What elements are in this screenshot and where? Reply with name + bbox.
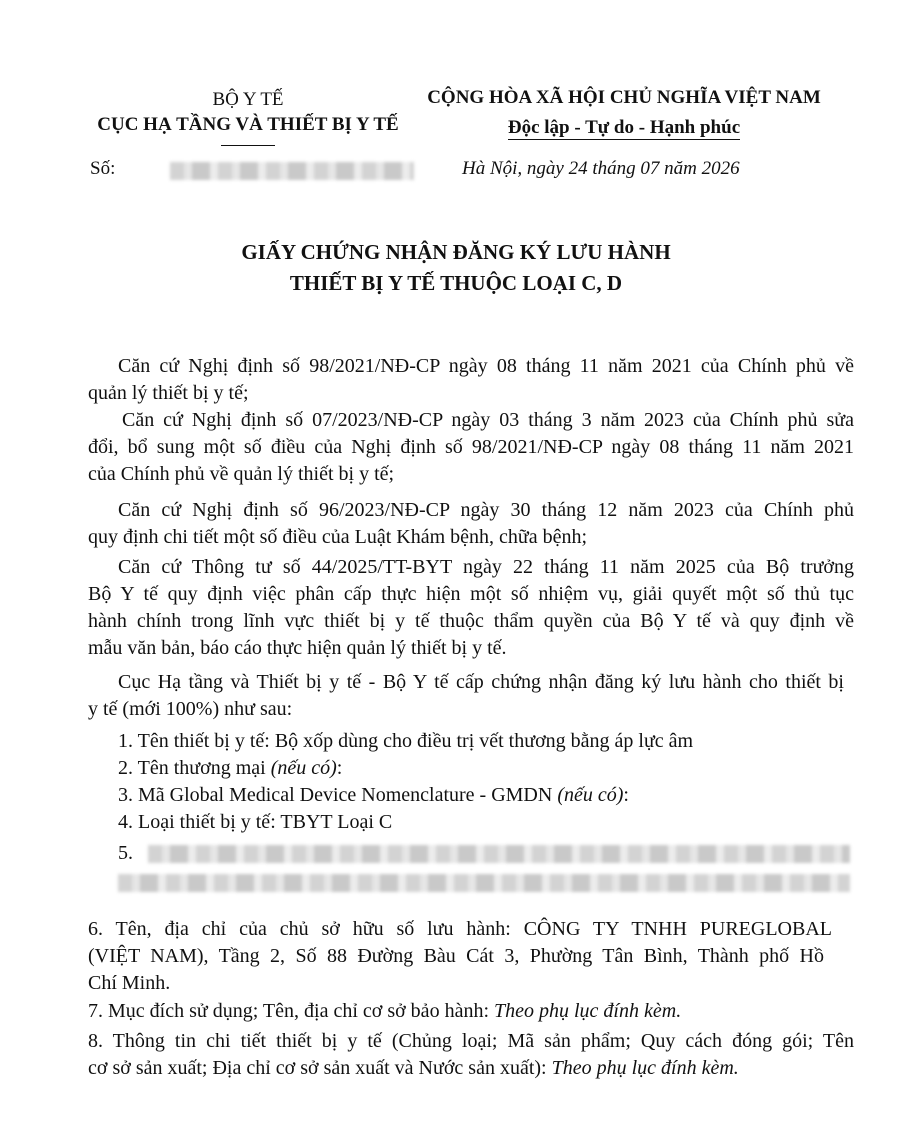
para4-line2: Bộ Y tế quy định việc phân cấp thực hiện một số nhiệm vụ, giải quyết một số thủ tục [88,583,854,605]
para4-line1: Căn cứ Thông tư số 44/2025/TT-BYT ngày 22 tháng 11 năm 2025 của Bộ trưởng [118,556,854,578]
country-name: CỘNG HÒA XÃ HỘI CHỦ NGHĨA VIỆT NAM [427,87,821,108]
document-title-line1: GIẤY CHỨNG NHẬN ĐĂNG KÝ LƯU HÀNH [241,240,671,264]
item-owner-line3: Chí Minh. [88,972,171,994]
document-number-label: Số: [90,158,116,179]
item-gmdn-label: 3. Mã Global Medical Device Nomenclature - GMDN [118,784,558,806]
redacted-item-5-line2 [118,874,850,892]
national-motto [410,117,838,139]
motto-text: Độc lập - Tự do - Hạnh phúc [507,117,741,138]
para2-line2: đổi, bổ sung một số điều của Nghị định số 98/2021/NĐ-CP ngày 08 tháng 11 năm 2021 [88,436,854,458]
department-underline [221,145,275,146]
para1-line1: Căn cứ Nghị định số 98/2021/NĐ-CP ngày 08 tháng 11 năm 2021 của Chính phủ về [118,355,854,377]
place-date: Hà Nội, ngày 24 tháng 07 năm 2026 [462,158,740,179]
item-trade-name-colon: : [336,757,343,779]
item-trade-name-label: 2. Tên thương mại [118,757,271,779]
item-owner-line2: (VIỆT NAM), Tầng 2, Số 88 Đường Bàu Cát 3, Phường Tân Bình, Thành phố Hồ [88,945,824,967]
para5-line2: y tế (mới 100%) như sau: [88,698,293,720]
item-purpose-appendix: Theo phụ lục đính kèm. [494,1000,682,1022]
item-purpose-label: 7. Mục đích sử dụng; Tên, địa chỉ cơ sở bảo hành: [88,1000,494,1022]
para4-line3: hành chính trong lĩnh vực thiết bị y tế thuộc thẩm quyền của Bộ Y tế và quy định về [88,610,854,632]
para1-line2: quản lý thiết bị y tế; [88,382,249,404]
item-gmdn [118,782,884,809]
redacted-item-5-line1 [148,845,850,863]
redacted-document-number [170,162,414,180]
department-name: CỤC HẠ TẦNG VÀ THIẾT BỊ Y TẾ [97,114,399,135]
para2-line1: Căn cứ Nghị định số 07/2023/NĐ-CP ngày 03 tháng 3 năm 2023 của Chính phủ sửa [122,409,854,431]
para4-line4: mẫu văn bản, báo cáo thực hiện quản lý thiết bị y tế. [88,637,507,659]
para3-line1: Căn cứ Nghị định số 96/2023/NĐ-CP ngày 30 tháng 12 năm 2023 của Chính phủ [118,499,854,521]
para5-line1: Cục Hạ tầng và Thiết bị y tế - Bộ Y tế cấp chứng nhận đăng ký lưu hành cho thiết bị [118,671,844,693]
item-device-name: 1. Tên thiết bị y tế: Bộ xốp dùng cho điều trị vết thương bằng áp lực âm [118,730,694,752]
item-details-line1: 8. Thông tin chi tiết thiết bị y tế (Chủng loại; Mã sản phẩm; Quy cách đóng gói; Tên [88,1030,854,1052]
document-title-line2: THIẾT BỊ Y TẾ THUỘC LOẠI C, D [289,271,623,295]
item-trade-name [118,755,884,782]
para2-line3: của Chính phủ về quản lý thiết bị y tế; [88,463,395,485]
item-details-appendix: Theo phụ lục đính kèm. [551,1057,739,1079]
item-purpose [88,998,854,1025]
item-5-number: 5. [118,842,133,864]
para3-line2: quy định chi tiết một số điều của Luật Khám bệnh, chữa bệnh; [88,526,588,548]
item-details-line2 [88,1055,854,1082]
ministry-name: BỘ Y TẾ [212,89,284,110]
item-owner-line1: 6. Tên, địa chỉ của chủ sở hữu số lưu hành: CÔNG TY TNHH PUREGLOBAL [88,918,832,940]
item-gmdn-optional: (nếu có) [557,784,624,806]
item-details-label: cơ sở sản xuất; Địa chỉ cơ sở sản xuất và Nước sản xuất): [88,1057,552,1079]
item-device-class: 4. Loại thiết bị y tế: TBYT Loại C [118,811,393,833]
item-trade-name-optional: (nếu có) [270,757,337,779]
item-gmdn-colon: : [623,784,629,806]
